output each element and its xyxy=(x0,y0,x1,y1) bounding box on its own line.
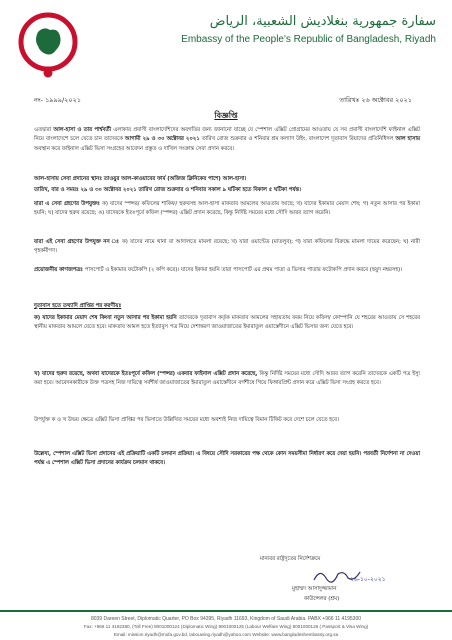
intro-paragraph xyxy=(34,126,420,154)
letter-date: তারিখঃ ২৬ অক্টোবর ২০২১ xyxy=(339,96,412,104)
intro-dates: আগামী ২৯ ও ৩০ অক্টোবর ২০২১ xyxy=(124,136,200,143)
signatory-name: মুহাম্মদ আসাদুজ্জামান xyxy=(292,586,337,592)
intro-location: আল-হাসা ও তার পার্শ্ববর্তী xyxy=(53,127,112,133)
process-a-text: তাদেরকে দূতাবাস কর্তৃক মাকতাব আমলের সহায়তায় ফরম নিয়ে কফিল/ কোম্পানি যে শহরের আওতায় সে শহরের স্থানীয় মাকতাব আমলে যেতে হবে। মাকতাব আমল হতে ইত্যাবুস পত্র নিয়ে দেশান্তরণ জাওয়াজাতের ইমারাতুল ওয়াস্তেদীনে এক্সিট ভিসার জন্য যেতে হবে। xyxy=(34,315,421,331)
eligible-list: ক) যাদের স্পন্সর/ কফিলের শাকিফ/ হুরুবসহ আল-হাসা মাকতাব আমলের আওতায় আছে; খ) যাদের ইকামার মেয়াদ শেষ; গ) নতুন আসার পর ইকামা হয়নি; ঘ) যাদের হুরুব রয়েছে; ঙ) যাদেরকে ইতঃপূর্বে কফিল (স্পন্সর) এক্সিট প্রদান করেছে, কিন্তু নির্দিষ্ট সময়ের মধ্যে সৌদি আরব ত্যাগ করেনি। xyxy=(34,201,421,217)
intro-text-2: এলাকার প্রবাসী বাংলাদেশিদের অবগতির জন্য জানানো যাচ্ছে যে স্পেশাল এক্সিট প্রোগ্রামের আওতায় যে সব প্রবাসী বাংলাদেশি ফাইনাল এক্সিট নিয়ে বাংলাদেশে চলে যেতে চান তাদেরকে xyxy=(34,127,420,143)
intro-text-3: তারিখ রোজ শুক্রবার ও শনিবার শ্রম কল্যাণ উইং, বাংলাদেশ দূতাবাস রিয়াদের প্রতিনিধিদল xyxy=(199,136,396,143)
not-eligible-list: ক) যাদের নামে থানা বা আদালতে মামলা রয়েছে; খ) যারা ওয়ান্টেড (মাতলুব); গ) যারা কফিলের বিরুদ্ধে মামলা দায়ের করেছেন; ঘ) নারী গৃহকর্মীগণ। xyxy=(34,239,420,255)
eligible-heading: যারা এ সেবা গ্রহণের উপযুক্তঃ xyxy=(34,201,103,207)
bangladesh-government-emblem xyxy=(18,10,78,78)
not-eligible-paragraph xyxy=(34,238,420,257)
reference-number: নং- ১৯৯৯/২০২১ xyxy=(34,96,82,104)
intro-text-1: এতদ্বারা xyxy=(34,127,54,133)
signatory-designation: কাউন্সেলর (শ্রম) xyxy=(304,596,340,602)
footer-fax: Fax: +966 11 4192380, (Toll Free) 8001000124 (Diplomatic Wing) 8001000125 (Labour Welfare Wing) 8001000126 ( Passport & Visa Wing) xyxy=(83,624,369,629)
documents-list: পাসপোর্ট ও ইকামার ফটোকপি (২ কপি করে)। যাদের ইকামা হয়নি তারা পাসপোর্ট এর প্রথম পাতা ও ভিসার পাতার ফটোকপি প্রদান করবে (ছয়ুদ নম্বরসহ)। xyxy=(84,267,403,273)
documents-heading: প্রয়োজনীয় কাগজপত্রঃ xyxy=(34,267,85,273)
service-venue: আল-হাসায় সেবা প্রদানের স্থানঃ তাওয়ুর আল-কাওয়াবের ফার্ম (অজিজ ক্লিনিকের পাশে) আল-হাসা। xyxy=(34,176,247,182)
footer-email: Email: mission.riyadh@mofa.gov.bd, labouwing.riyadh@yahoo.com Website: www.bangladeshembassy.org.sa xyxy=(113,632,339,637)
process-b-heading: খ) যাদের হুরুব রয়েছে, অথবা যাদেরকে ইতঃপূর্বে কফিল (স্পন্সর) একবার ফাইনাল এক্সিট প্রদান করেছে, xyxy=(34,371,258,377)
footer-address: 8039 Dareen Street, Diplomatic Quarter, PO Box 94395, Riyadh 11693, Kingdom of Saudi Arabia. PABX +966 11 4195300 xyxy=(90,616,362,622)
notice-title: বিজ্ঞপ্তি xyxy=(214,111,238,120)
embassy-name-english: Embassy of the People's Republic of Bangladesh, Riyadh xyxy=(181,34,436,45)
intro-place: আল হাসায় xyxy=(395,136,420,143)
handwritten-signature xyxy=(310,564,386,586)
process-item-c: উপর্যুক্ত ক ও খ উভয় ক্ষেত্রে এক্সিট ভিসা প্রাপ্তির পর ভিসাতে উল্লিখিত সময়ের মধ্যে অবশ্যই নিজ দায়িত্বে বিমান টিকিট করে দেশে চলে যেতে হবে। xyxy=(34,417,339,423)
footer-divider xyxy=(0,610,452,612)
embassy-name-arabic: سفارة جمهورية بنغلاديش الشعبية، الرياض xyxy=(209,14,436,29)
important-notice: উল্লেখ্য, স্পেশাল এক্সিট ভিসা প্রদানের এই প্রক্রিয়াটি একটি চলমান প্রক্রিয়া। এ বিষয়ে সৌদি সরকারের পক্ষ থেকে কোন সময়সীমা নির্ধারণ করে দেয়া হয়নি। পরবর্তী নির্দেশনা না দেওয়া পর্যন্ত এ স্পেশাল এক্সিট ভিসা প্রদানের কার্যক্রম চলমান থাকবে। xyxy=(34,451,420,467)
process-item-a xyxy=(34,314,420,333)
eligible-paragraph xyxy=(34,200,420,219)
documents-paragraph xyxy=(34,266,420,275)
service-schedule: তারিখ, বার ও সময়ঃ ২৯ ও ৩০ অক্টোবর ২০২১ তারিখ রোজ শুক্রবার ও শনিবার সকাল ৯ ঘটিকা হতে বিকাল ৫ ঘটিকা পর্যন্ত। xyxy=(34,187,301,193)
process-b-text: কিন্তু নির্দিষ্ট সময়ের মধ্যে সৌদি আরব ত্যাগ করেনি তাদেরকে একটি পত্র ইস্যু করা হবে। আবেদনকারীকে উক্ত পত্রসহ নিজ দায়িত্বে সর্বশীর্ষ জাওয়াজাতের ইমারাতুল ওয়াস্তেদীনে বর্গশীষে গিয়ে ফিঙ্গারপ্রিন্ট প্রদান করে এক্সিট ভিসা সংগ্রহ করতে হবে। xyxy=(34,371,421,387)
process-item-b xyxy=(34,370,420,389)
signature-date: ২৬-১০-২০২১ xyxy=(350,576,386,583)
intro-text-4: অবস্থান করে ফাইনাল এক্সিট ভিসা সংগ্রহের আবেদন প্রস্তুত ও দাখিল সংক্রান্ত সেবা প্রদান করবে। xyxy=(34,145,235,152)
process-heading: দূতাবাস হতে তথ্যাদি প্রাপ্তির পর করণীয়ঃ xyxy=(34,303,122,309)
signature-authority-line: মান্যবর রাষ্ট্রদূতের নির্দেশক্রমে xyxy=(260,556,321,562)
not-eligible-heading: যারা এই সেবা গ্রহণের উপযুক্ত নন ঃ xyxy=(34,239,122,245)
process-a-heading: ক) যাদের ইকামার মেয়াদ শেষ কিংবা নতুন আসার পর ইকামা হয়নি xyxy=(34,315,177,321)
